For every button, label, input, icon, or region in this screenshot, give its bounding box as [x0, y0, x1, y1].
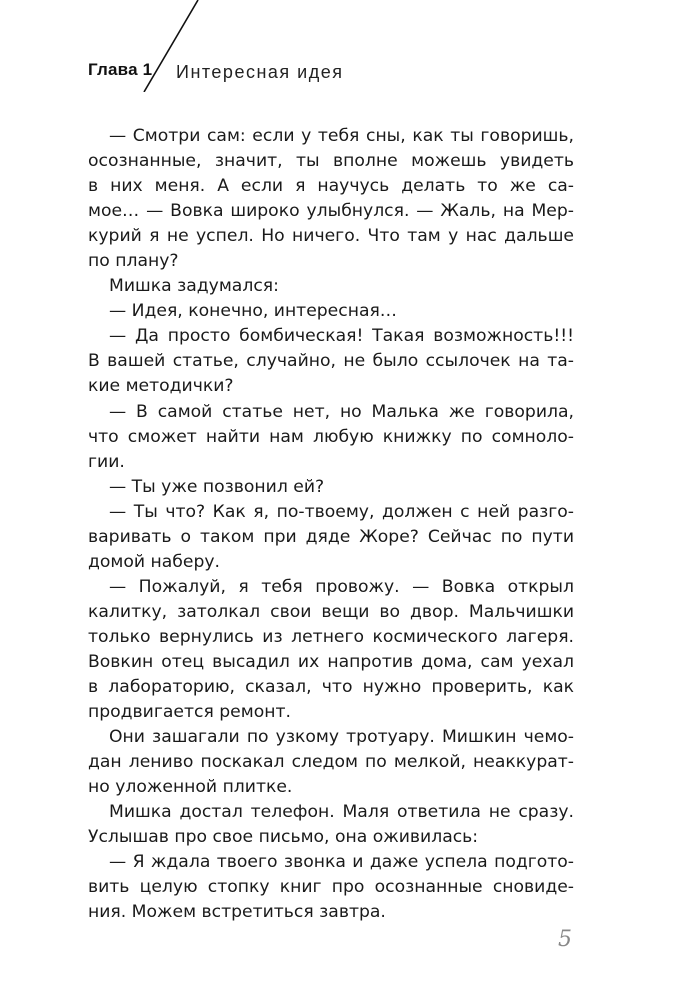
body-text: [88, 124, 574, 926]
text-line: гии.: [88, 451, 125, 472]
text-line: продвигается ремонт.: [88, 702, 291, 723]
text-line: по плану?: [88, 251, 179, 272]
text-line: но уложенной плитке.: [88, 777, 293, 798]
text-line: калитку, затолкал свои вещи во двор. Мальчишки: [88, 601, 574, 622]
text-line: — Я ждала твоего звонка и даже успела подгото-: [109, 852, 574, 873]
text-line: Мишка задумался:: [109, 276, 279, 297]
text-line: в них меня. А если я научусь делать то же са-: [88, 176, 574, 197]
text-line: кие методички?: [88, 376, 234, 397]
text-line: в лабораторию, сказал, что нужно проверить, как: [88, 677, 574, 698]
text-line: Вовкин отец высадил их напротив дома, сам уехал: [88, 651, 574, 672]
text-line: — Идея, конечно, интересная…: [109, 301, 397, 322]
text-line: осознанные, значит, ты вполне можешь увидеть: [88, 151, 574, 172]
text-line: курий я не успел. Но ничего. Что там у нас дальше: [88, 226, 574, 247]
text-line: — Смотри сам: если у тебя сны, как ты говоришь,: [109, 126, 574, 146]
text-line: Услышав про свое письмо, она оживилась:: [88, 827, 479, 848]
chapter-title: Интересная идея: [176, 62, 344, 82]
page-number: 5: [558, 927, 572, 952]
text-line: варивать о таком при дяде Жоре? Сейчас по пути: [88, 526, 574, 547]
text-line: — Пожалуй, я тебя провожу. — Вовка открыл: [109, 576, 574, 597]
text-line: В вашей статье, случайно, не было ссылочек на та-: [88, 351, 574, 372]
text-line: только вернулись из летнего космического лагеря.: [88, 626, 574, 647]
text-line: Они зашагали по узкому тротуару. Мишкин чемо-: [109, 727, 574, 748]
text-line: — Ты что? Как я, по-твоему, должен с ней разго-: [109, 501, 574, 522]
text-line: — Да просто бомбическая! Такая возможность!!!: [109, 326, 574, 347]
text-line: домой наберу.: [88, 551, 221, 572]
chapter-label: Глава 1: [88, 60, 153, 79]
text-line: вить целую стопку книг про осознанные сновиде-: [88, 877, 574, 898]
text-line: — Ты уже позвонил ей?: [109, 476, 325, 497]
text-line: дан лениво поскакал следом по мелкой, неаккурат-: [88, 752, 574, 773]
text-line: что сможет найти нам любую книжку по сомноло-: [88, 426, 574, 447]
text-line: ния. Можем встретиться завтра.: [88, 902, 386, 923]
text-line: — В самой статье нет, но Малька же говорила,: [109, 401, 574, 422]
text-line: Мишка достал телефон. Маля ответила не сразу.: [109, 802, 574, 823]
text-line: мое… — Вовка широко улыбнулся. — Жаль, на Мер-: [88, 201, 574, 222]
